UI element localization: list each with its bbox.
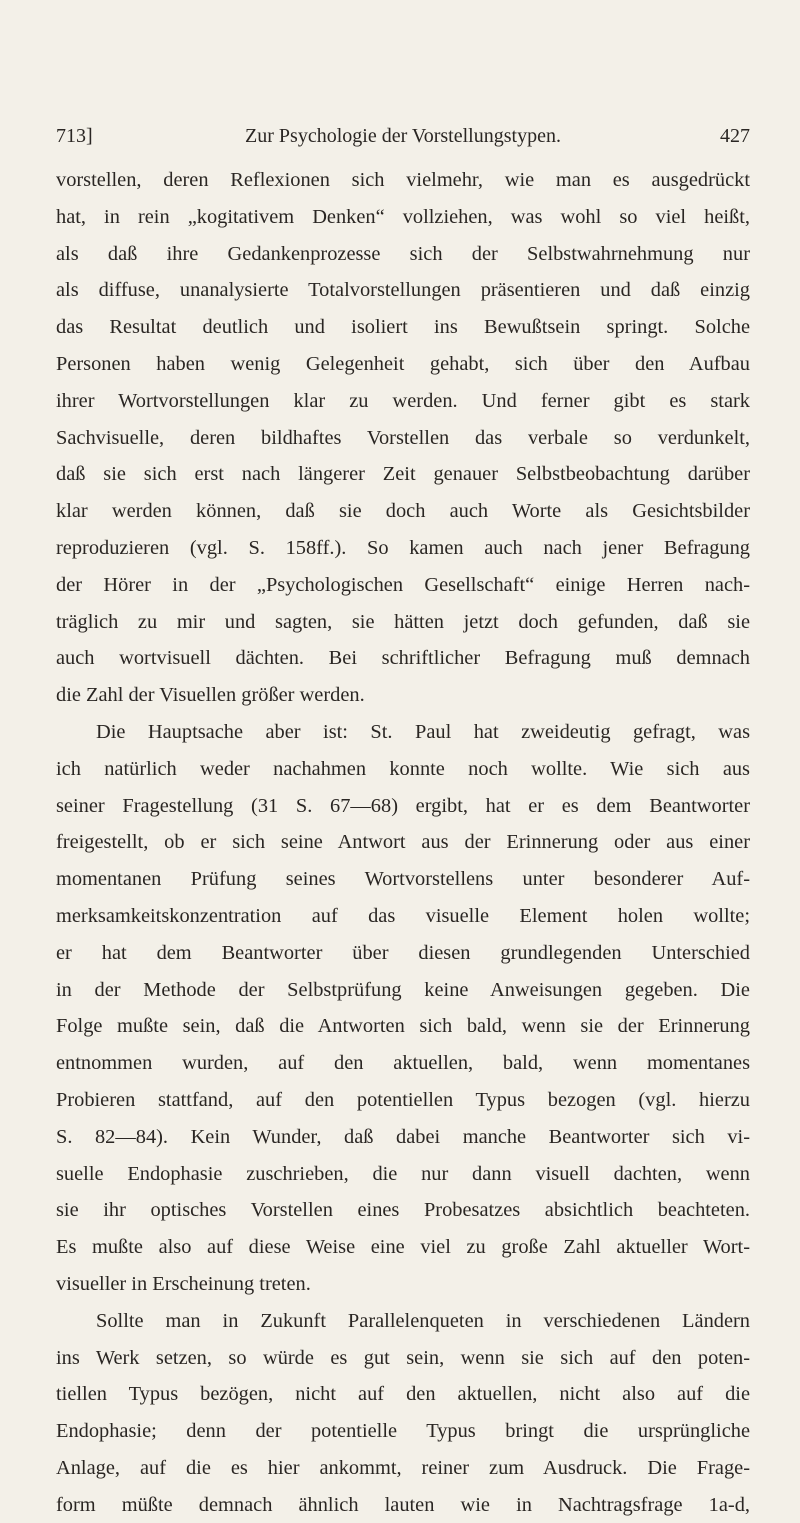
running-head — [56, 118, 750, 154]
text-line: suelle Endophasie zuschrieben, die nur dann visuell dachten, wenn — [56, 1162, 750, 1185]
running-title: Zur Psychologie der Vorstellungstypen. — [245, 125, 561, 147]
text-line: Sachvisuelle, deren bildhaftes Vorstellen das verbale so verdunkelt, — [56, 426, 750, 449]
text-line: hat, in rein „kogitativem Denken“ vollziehen, was wohl so viel heißt, — [56, 205, 750, 228]
text-line: als diffuse, unanalysierte Totalvorstellungen präsentieren und daß einzig — [56, 279, 750, 302]
text-line: klar werden können, daß sie doch auch Worte als Gesichtsbilder — [56, 500, 750, 523]
text-line: Probieren stattfand, auf den potentiellen Typus bezogen (vgl. hierzu — [56, 1088, 750, 1111]
text-line: ins Werk setzen, so würde es gut sein, wenn sie sich auf den poten- — [56, 1346, 750, 1369]
text-line: visueller in Erscheinung treten. — [56, 1272, 311, 1295]
text-line: Folge mußte sein, daß die Antworten sich bald, wenn sie der Erinnerung — [56, 1015, 750, 1038]
paragraph — [56, 714, 750, 1303]
text-line: träglich zu mir und sagten, sie hätten jetzt doch gefunden, daß sie — [56, 610, 750, 633]
text-line: momentanen Prüfung seines Wortvorstellens unter besonderer Auf- — [56, 868, 750, 891]
text-line: tiellen Typus bezögen, nicht auf den aktuellen, nicht also auf die — [56, 1383, 750, 1406]
text-line: reproduzieren (vgl. S. 158ff.). So kamen auch nach jener Befragung — [56, 536, 750, 559]
text-line: Sollte man in Zukunft Parallelenqueten in verschiedenen Ländern — [96, 1309, 750, 1332]
text-line: Endophasie; denn der potentielle Typus bringt die ursprüngliche — [56, 1420, 750, 1443]
text-line: daß sie sich erst nach längerer Zeit genauer Selbstbeobachtung darüber — [56, 463, 750, 486]
text-line: Personen haben wenig Gelegenheit gehabt, sich über den Aufbau — [56, 352, 750, 375]
text-line: entnommen wurden, auf den aktuellen, bald, wenn momentanes — [56, 1052, 750, 1075]
text-line: ich natürlich weder nachahmen konnte noch wollte. Wie sich aus — [56, 757, 750, 780]
text-line: sie ihr optisches Vorstellen eines Probesatzes absichtlich beachteten. — [56, 1199, 750, 1222]
text-line: in der Methode der Selbstprüfung keine Anweisungen gegeben. Die — [56, 978, 750, 1001]
text-line: vorstellen, deren Reflexionen sich vielmehr, wie man es ausgedrückt — [56, 169, 750, 191]
section-number: 713] — [56, 125, 93, 147]
text-line: ihrer Wortvorstellungen klar zu werden. Und ferner gibt es stark — [56, 389, 750, 412]
text-line: freigestellt, ob er sich seine Antwort aus der Erinnerung oder aus einer — [56, 831, 750, 854]
page-number: 427 — [720, 125, 750, 147]
text-line: die Zahl der Visuellen größer werden. — [56, 684, 365, 707]
text-line: das Resultat deutlich und isoliert ins Bewußtsein springt. Solche — [56, 316, 750, 339]
text-line: seiner Fragestellung (31 S. 67—68) ergibt, hat er es dem Beantworter — [56, 794, 750, 817]
book-page — [56, 118, 750, 1523]
text-line: er hat dem Beantworter über diesen grundlegenden Unterschied — [56, 941, 750, 964]
body-text — [56, 162, 750, 1523]
paragraph — [56, 1303, 750, 1523]
text-line: auch wortvisuell dächten. Bei schriftlicher Befragung muß demnach — [56, 647, 750, 670]
text-line: Es mußte also auf diese Weise eine viel zu große Zahl aktueller Wort- — [56, 1236, 750, 1259]
paragraph — [56, 162, 750, 714]
text-line: Die Hauptsache aber ist: St. Paul hat zweideutig gefragt, was — [96, 720, 750, 743]
text-line: Anlage, auf die es hier ankommt, reiner zum Ausdruck. Die Frage- — [56, 1456, 750, 1479]
text-line: form müßte demnach ähnlich lauten wie in Nachtragsfrage 1a-d, — [56, 1493, 750, 1516]
text-line: S. 82—84). Kein Wunder, daß dabei manche Beantworter sich vi- — [56, 1125, 750, 1148]
text-line: der Hörer in der „Psychologischen Gesellschaft“ einige Herren nach- — [56, 573, 750, 596]
text-line: merksamkeitskonzentration auf das visuelle Element holen wollte; — [56, 904, 750, 927]
text-line: als daß ihre Gedankenprozesse sich der Selbstwahrnehmung nur — [56, 242, 750, 265]
